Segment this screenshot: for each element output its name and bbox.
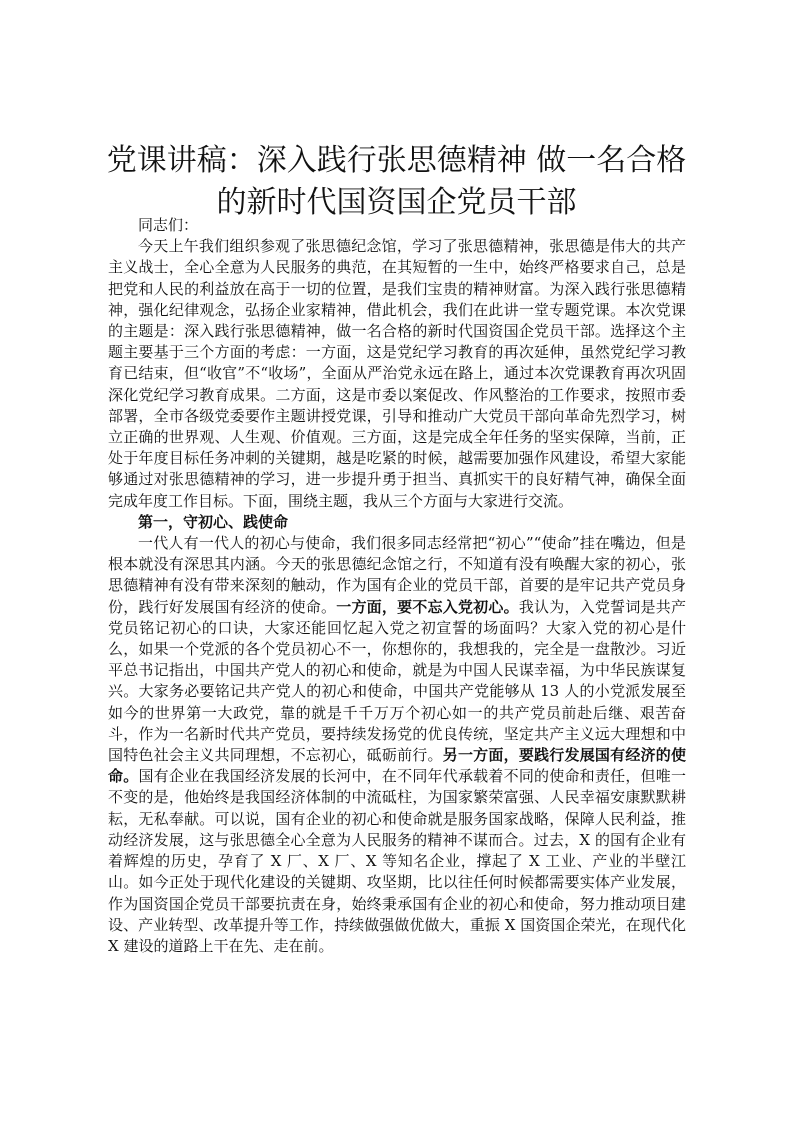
document-title [60,140,733,224]
title-line-1: 党课讲稿：深入践行张思德精神 做一名合格 [106,143,687,178]
section-1-point-1: 一方面，要不忘入党初心。 [336,597,519,616]
greeting: 同志们： [138,216,199,234]
title-line-2: 的新时代国资国企党员干部 [216,185,577,220]
section-1-heading [108,512,686,533]
intro-paragraph: 今天上午我们组织参观了张思德纪念馆，学习了张思德精神，张思德是伟大的共产主义战士，全心全意为人民服务的典范，在其短暂的一生中，始终严格要求自己，总是把党和人民的利益放在高于一切的位置，是我们宝贵的精神财富。为深入践行张思德精神，强化纪律观念，弘扬企业家精神，借此机会，我们在此讲一堂专题党课。本次党课的主题是：深入践行张思德精神，做一名合格的新时代国资国企党员干部。选择这个主题主要基于三个方面的考虑：一方面，这是党纪学习教育的再次延伸，虽然党纪学习教育已结束，但“收官”不“收场”，全面从严治党永远在路上，通过本次党课教育再次巩固深化党纪学习教育成果。二方面，这是市委以案促改、作风整治的工作要求，按照市委部署，全市各级党委要作主题讲授党课，引导和推动广大党员干部向革命先烈学习，树立正确的世界观、人生观、价值观。三方面，这是完成全年任务的坚实保障，当前，正处于年度目标任务冲刺的关键期，越是吃紧的时候，越需要加强作风建设，希望大家能够通过对张思德精神的学习，进一步提升勇于担当、真抓实干的良好精气神，确保全面完成年度工作目标。下面，围绕主题，我从三个方面与大家进行交流。 [108,237,686,510]
document-body [108,215,686,957]
section-1-text-e: 国有企业在我国经济发展的长河中，在不同年代承载着不同的使命和责任，但唯一不变的是，他始终是我国经济体制的中流砥柱，为国家繁荣富强、人民幸福安康默默耕耘，无私奉献。可以说，国有企业的初心和使命就是服务国家战略，保障人民利益，推动经济发展，这与张思德全心全意为人民服务的精神不谋而合。过去，X 的国有企业有着辉煌的历史，孕育了 X 厂、X 厂、X 等知名企业，撑起了 X 工业、产业的半壁江山。如今正处于现代化建设的关键期、攻坚期，比以往任何时候都需要实体产业发展，作为国资国企党员干部要抗责在身，始终秉承国有企业的初心和使命，努力推动项目建设、产业转型、改革提升等工作，持续做强做优做大，重振 X 国资国企荣光，在现代化 X 建设的道路上干在先、走在前。 [108,767,686,955]
section-1-point-2: 另一方面，要践行发展国有经济的使命。 [108,746,686,786]
section-1-text-c: 我认为，入党誓词是共产党员铭记初心的口诀，大家还能回忆起入党之初宣誓的场面吗？大家入党的初心是什么，如果一个党派的各个党员初心不一，你想你的，我想我的，完全是一盘散沙。习近平总书记指出，中国共产党人的初心和使命，就是为中国人民谋幸福，为中华民族谋复兴。大家务必要铭记共产党人的初心和使命，中国共产党能够从 13 人的小党派发展至如今的世界第一大政党，靠的就是千千万万个初心如一的共产党员前赴后继、艰苦奋斗，作为一名新时代共产党员，要持续发扬党的优良传统，坚定共产主义远大理想和中国特色社会主义共同理想，不忘初心，砥砺前行。 [108,597,686,765]
section-1-text-a: 一代人有一代人的初心与使命，我们很多同志经常把“初心”“使命”挂在嘴边，但是根本就没有深思其内涵。今天的张思德纪念馆之行，不知道有没有唤醒大家的初心，张思德精神有没有带来深刻的触动，作为国有企业的党员干部，首要的是牢记共产党员身份，践行好发展国有经济的使命。 [108,534,686,616]
section-1-paragraph [108,533,686,957]
section-1-heading-text: 第一，守初心、践使命 [138,512,289,531]
